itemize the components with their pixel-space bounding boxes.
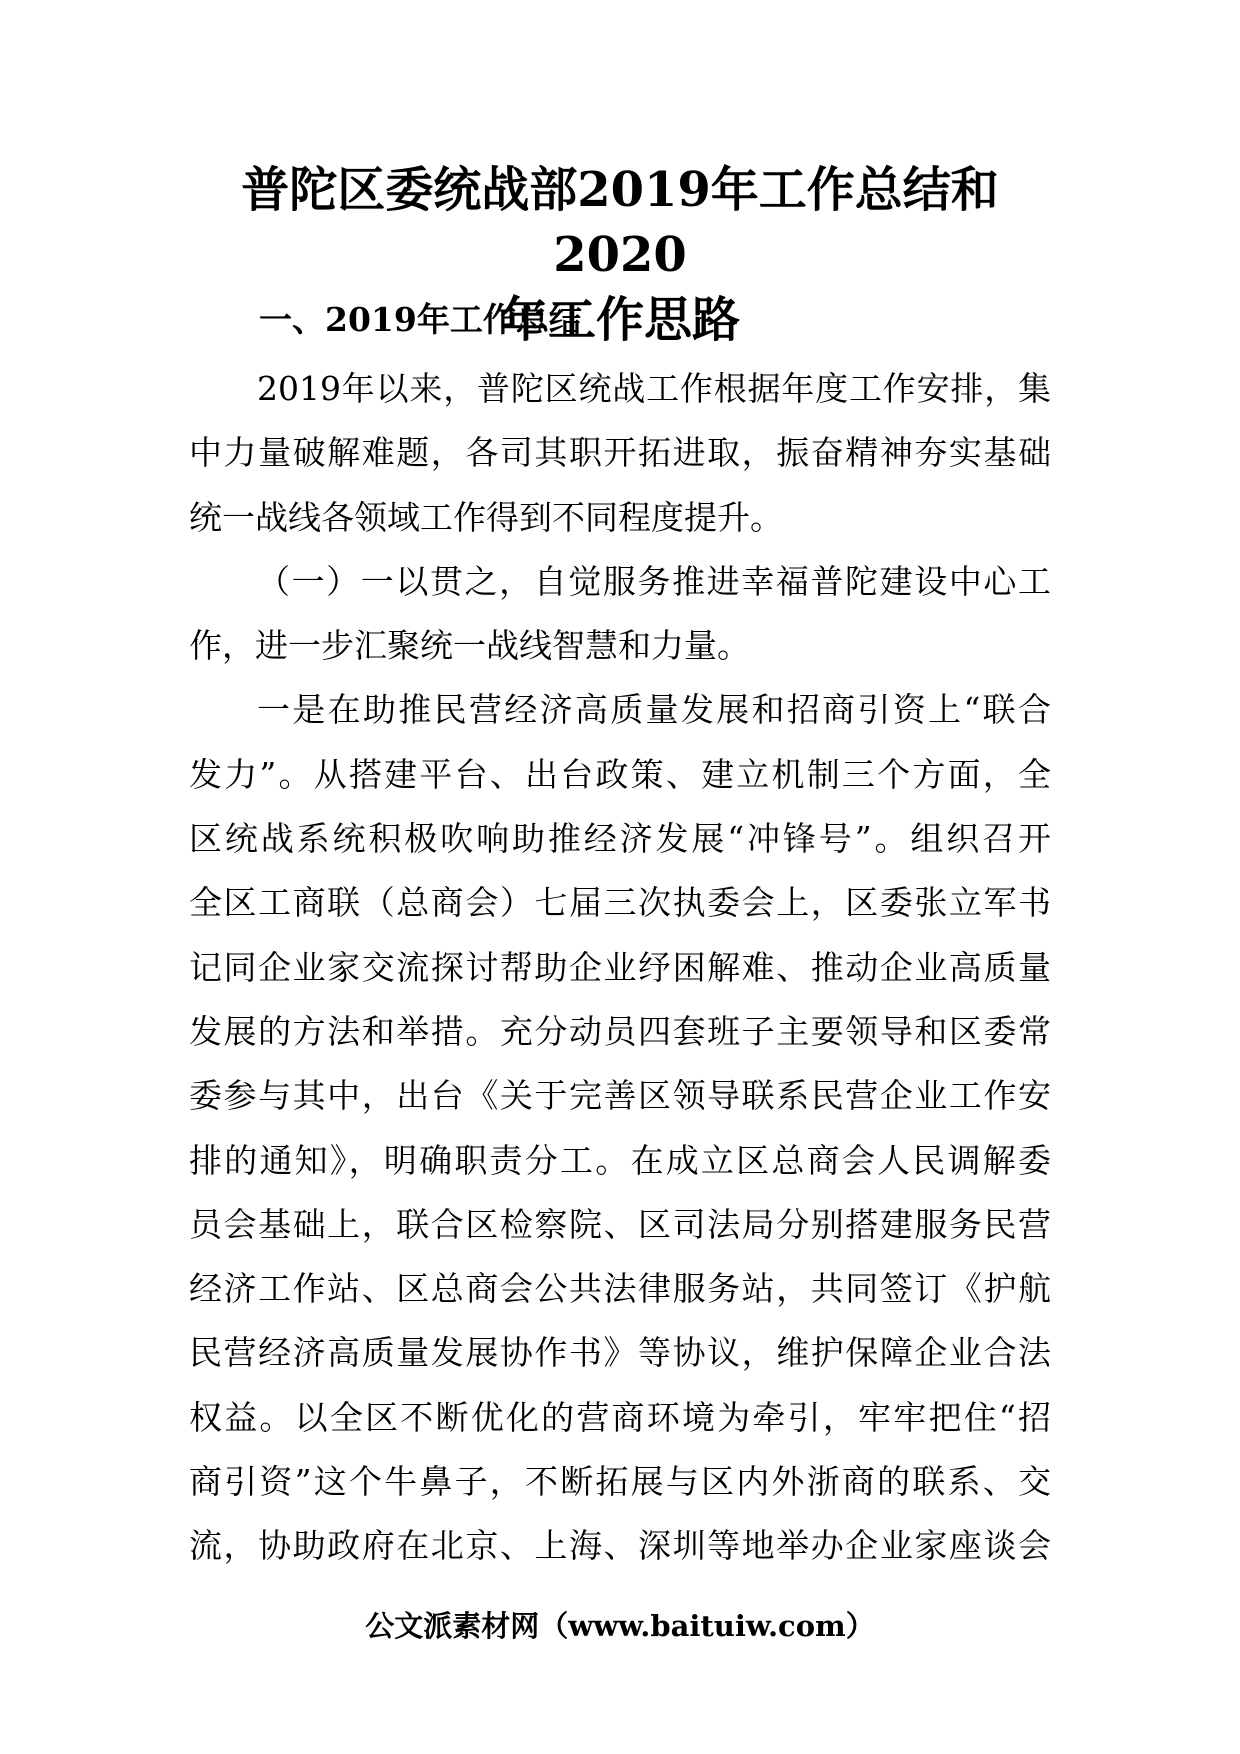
body-line: 权益。以全区不断优化的营商环境为牵引，牢牢把住“招 <box>189 1397 1051 1437</box>
body-line: 全区工商联（总商会）七届三次执委会上，区委张立军书 <box>189 883 1051 923</box>
body-line: 发力”。从搭建平台、出台政策、建立机制三个方面，全 <box>189 754 1051 794</box>
body-line: 2019年以来，普陀区统战工作根据年度工作安排，集 <box>257 369 1051 408</box>
footer-watermark: 公文派素材网（www.baituiw.com） <box>365 1609 875 1643</box>
body-line: 排的通知》，明确职责分工。在成立区总商会人民调解委 <box>189 1140 1051 1180</box>
body-line: 一是在助推民营经济高质量发展和招商引资上“联合 <box>257 690 1051 730</box>
section-heading: 一、2019年工作总结 <box>259 300 582 339</box>
body-line: 中力量破解难题，各司其职开拓进取，振奋精神夯实基础 <box>189 433 1051 473</box>
body-text <box>189 357 1051 1579</box>
body-line: 民营经济高质量发展协作书》等协议，维护保障企业合法 <box>189 1333 1051 1373</box>
body-line: （一）一以贯之，自觉服务推进幸福普陀建设中心工 <box>257 561 1051 601</box>
body-line: 作，进一步汇聚统一战线智慧和力量。 <box>189 626 750 666</box>
body-line: 经济工作站、区总商会公共法律服务站，共同签订《护航 <box>189 1269 1051 1309</box>
body-line: 记同企业家交流探讨帮助企业纾困解难、推动企业高质量 <box>189 947 1051 987</box>
body-line: 员会基础上，联合区检察院、区司法局分别搭建服务民营 <box>189 1204 1051 1244</box>
body-line: 区统战系统积极吹响助推经济发展“冲锋号”。组织召开 <box>189 819 1051 859</box>
body-line: 发展的方法和举措。充分动员四套班子主要领导和区委常 <box>189 1011 1051 1051</box>
body-line: 统一战线各领域工作得到不同程度提升。 <box>189 497 783 537</box>
document-title: 普陀区委统战部2019年工作总结和2020 年工作思路 <box>241 162 999 348</box>
body-line: 商引资”这个牛鼻子，不断拓展与区内外浙商的联系、交 <box>189 1462 1051 1502</box>
body-line: 流，协助政府在北京、上海、深圳等地举办企业家座谈会 <box>189 1526 1051 1566</box>
body-line: 委参与其中，出台《关于完善区领导联系民营企业工作安 <box>189 1076 1051 1116</box>
